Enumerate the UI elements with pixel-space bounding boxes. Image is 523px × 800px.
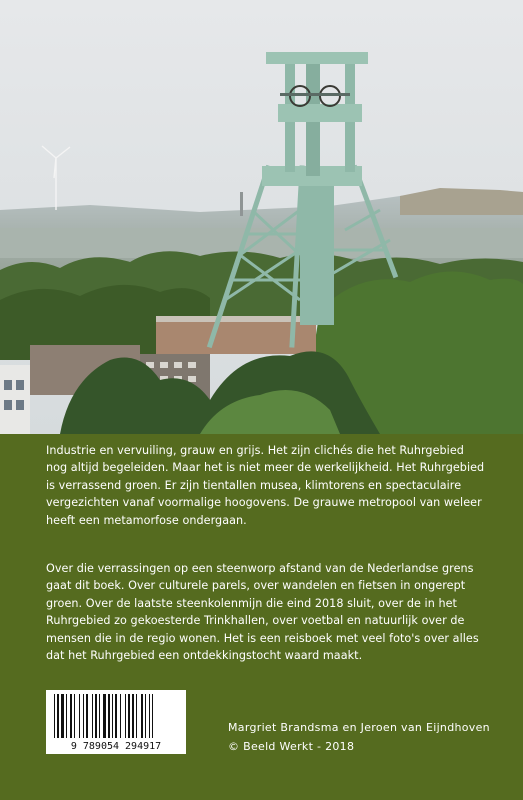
authors: Margriet Brandsma en Jeroen van Eijndhoven (228, 721, 490, 734)
isbn-digits: 9 789054 294917 (70, 741, 162, 752)
barcode-bar (70, 694, 72, 738)
barcode-bar (112, 694, 113, 738)
isbn-barcode (46, 690, 186, 754)
blurb-paragraph-2: Over die verrassingen op een steenworp afstand van de Nederlandse grens gaat dit boek. Over culturele parels, over wandelen en fietsen in ongerept groen. Over de laatste steenkolenmijn die eind 2018 sluit, over de in het Ruhrgebied zo gekoesterde Trinkhallen, over voetbal en natuurlijk over de mensen die in de regio wonen. Het is een reisboek met veel foto's over alles dat het Ruhrgebied een ontdekkingstocht waard maakt. (46, 562, 479, 663)
barcode-bar (103, 694, 106, 738)
copyright: © Beeld Werkt - 2018 (228, 740, 355, 753)
barcode-bar (141, 694, 143, 738)
barcode-bar (95, 694, 97, 738)
barcode-bar (108, 694, 110, 738)
blurb-panel (0, 434, 523, 800)
barcode-bar (152, 694, 153, 738)
barcode-bar (149, 694, 150, 738)
barcode-bar (92, 694, 93, 738)
barcode-bar (99, 694, 100, 738)
blurb-paragraph-1: Industrie en vervuiling, grauw en grijs. Het zijn clichés die het Ruhrgebied nog altijd begeleiden. Maar het is niet meer de werkelijkheid. Het Ruhrgebied is verrassend groen. Er zijn tientallen musea, klimtorens en spectaculaire vergezichten vanaf voormalige hoogovens. De grauwe metropool van weleer heeft een metamorfose ondergaan. (46, 444, 485, 527)
barcode-bar (132, 694, 134, 738)
barcode-bar (61, 694, 64, 738)
barcode-bar (57, 694, 59, 738)
barcode-bar (115, 694, 117, 738)
barcode-bar (120, 694, 121, 738)
barcode-bar (136, 694, 137, 738)
barcode-bar (86, 694, 88, 738)
barcode-bar (74, 694, 75, 738)
barcode-bar (83, 694, 84, 738)
barcode-bar (128, 694, 130, 738)
barcode-bar (66, 694, 67, 738)
barcode-bar (145, 694, 146, 738)
credits (228, 718, 490, 756)
barcode-bar (125, 694, 126, 738)
barcode-bar (54, 694, 55, 738)
barcode-bar (79, 694, 80, 738)
